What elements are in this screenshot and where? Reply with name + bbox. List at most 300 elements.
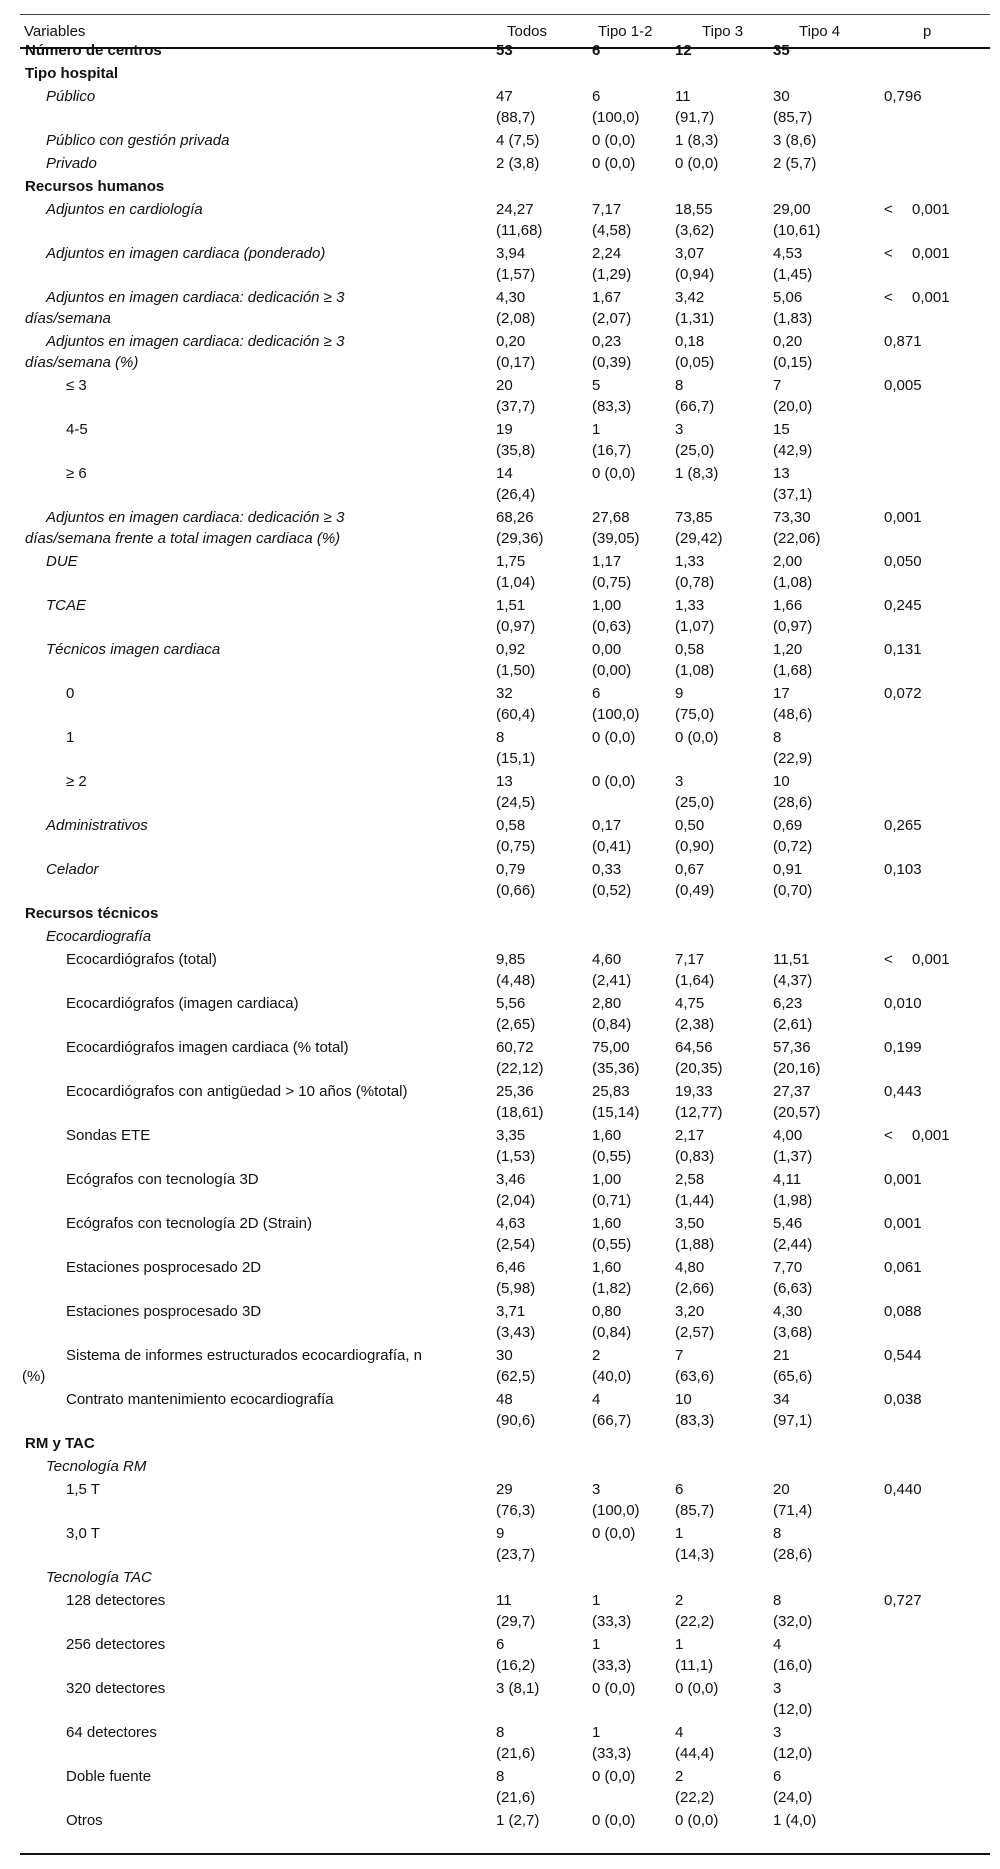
p-less-than: < — [884, 245, 893, 262]
table-cell: 24,27 — [496, 201, 534, 218]
p-number: 0,001 — [912, 245, 950, 262]
table-cell: (26,4) — [496, 486, 536, 503]
row-label: Estaciones posprocesado 3D — [66, 1303, 262, 1320]
table-cell: 5,06 — [773, 289, 803, 306]
row-label: días/semana (%) — [25, 354, 139, 371]
table-cell: 8 — [773, 729, 782, 746]
row-label: TCAE — [46, 597, 87, 614]
row-label: Ecocardiógrafos con antigüedad > 10 años (%total) — [66, 1083, 408, 1100]
p-value: 0,001 — [884, 509, 922, 526]
table-cell: (3,43) — [496, 1324, 536, 1341]
table-row — [0, 1169, 1000, 1213]
table-row — [0, 1456, 1000, 1479]
table-cell: (1,50) — [496, 662, 536, 679]
table-cell: 0 (0,0) — [592, 155, 636, 172]
table-cell: (1,57) — [496, 266, 536, 283]
table-cell: (22,9) — [773, 750, 813, 767]
row-label: Adjuntos en imagen cardiaca: dedicación ≥ 3 — [46, 333, 345, 350]
table-cell: 0,92 — [496, 641, 526, 658]
table-row — [0, 949, 1000, 993]
table-cell: (1,04) — [496, 574, 536, 591]
table-cell: 1 — [675, 1636, 684, 1653]
row-label: DUE — [46, 553, 78, 570]
table-cell: 5 — [592, 377, 601, 394]
row-label: Adjuntos en cardiología — [46, 201, 203, 218]
table-row — [0, 243, 1000, 287]
table-cell: (1,37) — [773, 1148, 813, 1165]
table-cell: 13 — [496, 773, 513, 790]
table-cell: (2,57) — [675, 1324, 715, 1341]
table-cell: (0,49) — [675, 882, 715, 899]
table-cell: (100,0) — [592, 706, 640, 723]
table-cell: (16,7) — [592, 442, 632, 459]
row-label: Otros — [66, 1812, 103, 1829]
table-cell: (85,7) — [773, 109, 813, 126]
table-cell: (0,05) — [675, 354, 715, 371]
table-cell: 27,37 — [773, 1083, 811, 1100]
table-row — [0, 40, 1000, 63]
table-cell: 13 — [773, 465, 790, 482]
table-row — [0, 63, 1000, 86]
table-cell: 6 — [675, 1481, 684, 1498]
table-cell: (0,75) — [592, 574, 632, 591]
table-cell: (1,07) — [675, 618, 715, 635]
table-row — [0, 1523, 1000, 1567]
header-p: p — [923, 23, 932, 40]
table-cell: 0,58 — [496, 817, 526, 834]
row-label: Ecocardiógrafos (imagen cardiaca) — [66, 995, 299, 1012]
table-cell: (20,16) — [773, 1060, 821, 1077]
p-value: 0,001 — [884, 1171, 922, 1188]
table-cell: (1,08) — [675, 662, 715, 679]
table-cell: (100,0) — [592, 1502, 640, 1519]
table-cell: 3 (8,1) — [496, 1680, 540, 1697]
table-cell: (0,78) — [675, 574, 715, 591]
table-cell: (2,44) — [773, 1236, 813, 1253]
table-row — [0, 176, 1000, 199]
table-cell: (20,57) — [773, 1104, 821, 1121]
table-row — [0, 199, 1000, 243]
p-value: 0,038 — [884, 1391, 922, 1408]
table-cell: 75,00 — [592, 1039, 630, 1056]
table-cell: (0,70) — [773, 882, 813, 899]
table-cell: 3 (8,6) — [773, 132, 817, 149]
table-row — [0, 1634, 1000, 1678]
table-cell: (1,88) — [675, 1236, 715, 1253]
row-label: ≥ 6 — [66, 465, 87, 482]
row-label: Ecógrafos con tecnología 2D (Strain) — [66, 1215, 312, 1232]
table-cell: 1,60 — [592, 1127, 622, 1144]
table-row — [0, 595, 1000, 639]
table-cell: 48 — [496, 1391, 513, 1408]
table-cell: 7,70 — [773, 1259, 803, 1276]
table-cell: 29,00 — [773, 201, 811, 218]
table-cell: 0,50 — [675, 817, 705, 834]
table-cell: (0,66) — [496, 882, 536, 899]
p-value: 0,443 — [884, 1083, 922, 1100]
table-cell: 3,42 — [675, 289, 705, 306]
p-value: 0,544 — [884, 1347, 922, 1364]
table-cell: (1,08) — [773, 574, 813, 591]
table-cell: 1 (2,7) — [496, 1812, 540, 1829]
table-cell: 17 — [773, 685, 790, 702]
table-cell: (3,62) — [675, 222, 715, 239]
p-value — [884, 949, 950, 970]
table-cell: 4,60 — [592, 951, 622, 968]
table-cell: 6,46 — [496, 1259, 526, 1276]
table-cell: 1 (8,3) — [675, 132, 719, 149]
table-cell: 10 — [773, 773, 790, 790]
table-cell: 1,67 — [592, 289, 622, 306]
table-cell: 21 — [773, 1347, 790, 1364]
row-label: Número de centros — [25, 42, 162, 59]
table-row — [0, 551, 1000, 595]
row-label: 3,0 T — [66, 1525, 100, 1542]
p-value: 0,440 — [884, 1481, 922, 1498]
table-row — [0, 1081, 1000, 1125]
table-cell: 9 — [496, 1525, 505, 1542]
table-cell: (3,68) — [773, 1324, 813, 1341]
table-cell: (0,15) — [773, 354, 813, 371]
table-cell: 2 — [592, 1347, 601, 1364]
table-cell: 47 — [496, 88, 513, 105]
table-row — [0, 1479, 1000, 1523]
row-label: 320 detectores — [66, 1680, 166, 1697]
row-label: Tipo hospital — [25, 65, 119, 82]
table-cell: (10,61) — [773, 222, 821, 239]
table-cell: (35,36) — [592, 1060, 640, 1077]
table-cell: (22,06) — [773, 530, 821, 547]
table-cell: (2,54) — [496, 1236, 536, 1253]
table-cell: 3,46 — [496, 1171, 526, 1188]
table-cell: (0,52) — [592, 882, 632, 899]
table-cell: (37,7) — [496, 398, 536, 415]
table-cell: (0,55) — [592, 1148, 632, 1165]
p-number: 0,001 — [912, 289, 950, 306]
table-cell: 0,91 — [773, 861, 803, 878]
table-cell: (83,3) — [675, 1412, 715, 1429]
table-row — [0, 859, 1000, 903]
p-value: 0,050 — [884, 553, 922, 570]
table-row — [0, 993, 1000, 1037]
table-cell: (1,98) — [773, 1192, 813, 1209]
table-cell: 1 — [592, 1592, 601, 1609]
row-label: Público — [46, 88, 96, 105]
header-tipo-3: Tipo 3 — [702, 23, 744, 40]
table-cell: 73,30 — [773, 509, 811, 526]
table-cell: (63,6) — [675, 1368, 715, 1385]
table-cell: (11,1) — [675, 1657, 714, 1674]
table-cell: 8 — [675, 377, 684, 394]
table-cell: 0,67 — [675, 861, 705, 878]
table-cell: 2,58 — [675, 1171, 705, 1188]
header-tipo-4: Tipo 4 — [799, 23, 841, 40]
table-cell: (33,3) — [592, 1657, 632, 1674]
table-cell: (85,7) — [675, 1502, 715, 1519]
table-row — [0, 1345, 1000, 1389]
table-cell: (18,61) — [496, 1104, 544, 1121]
table-cell: 29 — [496, 1481, 513, 1498]
table-cell: 12 — [675, 42, 692, 59]
row-label: Estaciones posprocesado 2D — [66, 1259, 262, 1276]
row-label: 256 detectores — [66, 1636, 166, 1653]
table-cell: 8 — [773, 1525, 782, 1542]
table-cell: 4 (7,5) — [496, 132, 540, 149]
table-cell: (90,6) — [496, 1412, 536, 1429]
table-cell: 4,30 — [496, 289, 526, 306]
table-cell: 4,53 — [773, 245, 803, 262]
table-cell: (5,98) — [496, 1280, 536, 1297]
table-cell: (24,5) — [496, 794, 536, 811]
table-cell: (29,42) — [675, 530, 723, 547]
table-cell: 3,50 — [675, 1215, 705, 1232]
table-cell: 6 — [592, 685, 601, 702]
p-number: 0,001 — [912, 1127, 950, 1144]
table-cell: 0,80 — [592, 1303, 622, 1320]
table-cell: (1,44) — [675, 1192, 715, 1209]
table-cell: 0 (0,0) — [592, 1680, 636, 1697]
table-cell: 10 — [675, 1391, 692, 1408]
p-value — [884, 243, 950, 264]
table-cell: (1,31) — [675, 310, 715, 327]
table-cell: 73,85 — [675, 509, 713, 526]
table-cell: (48,6) — [773, 706, 813, 723]
table-cell: 5,46 — [773, 1215, 803, 1232]
row-label: Público con gestión privada — [46, 132, 230, 149]
row-label: RM y TAC — [25, 1435, 95, 1452]
table-cell: 1,00 — [592, 597, 622, 614]
table-row — [0, 1257, 1000, 1301]
table-cell: (0,75) — [496, 838, 536, 855]
table-cell: 4,00 — [773, 1127, 803, 1144]
table-bottom-rule — [20, 1853, 990, 1855]
table-cell: (0,90) — [675, 838, 715, 855]
table-cell: 1,33 — [675, 553, 705, 570]
p-value — [884, 287, 950, 308]
table-cell: (0,55) — [592, 1236, 632, 1253]
table-cell: (35,8) — [496, 442, 536, 459]
p-value: 0,088 — [884, 1303, 922, 1320]
header-tipo-1-2: Tipo 1-2 — [598, 23, 653, 40]
table-cell: 3 — [592, 1481, 601, 1498]
table-cell: (0,97) — [773, 618, 813, 635]
table-cell: (16,0) — [773, 1657, 813, 1674]
table-cell: (29,36) — [496, 530, 544, 547]
table-row — [0, 287, 1000, 331]
table-cell: (2,08) — [496, 310, 536, 327]
table-cell: 7,17 — [592, 201, 622, 218]
table-cell: 1 — [592, 421, 601, 438]
table-cell: 1 (8,3) — [675, 465, 719, 482]
table-cell: (62,5) — [496, 1368, 536, 1385]
table-cell: (12,0) — [773, 1701, 813, 1718]
table-cell: 25,83 — [592, 1083, 630, 1100]
row-label: Doble fuente — [66, 1768, 152, 1785]
table-cell: (12,77) — [675, 1104, 723, 1121]
table-cell: (4,48) — [496, 972, 536, 989]
table-cell: (0,39) — [592, 354, 632, 371]
table-cell: (4,37) — [773, 972, 813, 989]
table-cell: (42,9) — [773, 442, 813, 459]
table-cell: (1,82) — [592, 1280, 632, 1297]
table-cell: 19 — [496, 421, 513, 438]
p-less-than: < — [884, 951, 893, 968]
table-row — [0, 375, 1000, 419]
table-cell: (15,14) — [592, 1104, 640, 1121]
table-cell: 1 — [592, 1724, 601, 1741]
table-cell: 3,35 — [496, 1127, 526, 1144]
row-label: ≤ 3 — [66, 377, 87, 394]
table-cell: (75,0) — [675, 706, 715, 723]
table-row — [0, 727, 1000, 771]
table-row — [0, 815, 1000, 859]
table-cell: 2,24 — [592, 245, 622, 262]
table-cell: 0,18 — [675, 333, 705, 350]
table-cell: (28,6) — [773, 1546, 813, 1563]
row-label: días/semana — [25, 310, 111, 327]
table-row — [0, 926, 1000, 949]
table-cell: (16,2) — [496, 1657, 536, 1674]
table-cell: (32,0) — [773, 1613, 813, 1630]
table-cell: 0,69 — [773, 817, 803, 834]
p-number: 0,001 — [912, 951, 950, 968]
table-cell: 30 — [496, 1347, 513, 1364]
table-cell: (1,45) — [773, 266, 813, 283]
table-cell: 2 — [675, 1592, 684, 1609]
table-row — [0, 1722, 1000, 1766]
table-cell: 0 (0,0) — [592, 1768, 636, 1785]
table-row — [0, 1810, 1000, 1833]
row-label: ≥ 2 — [66, 773, 87, 790]
table-cell: 20 — [773, 1481, 790, 1498]
row-label: 4-5 — [66, 421, 88, 438]
p-value: 0,199 — [884, 1039, 922, 1056]
table-cell: 64,56 — [675, 1039, 713, 1056]
table-cell: (12,0) — [773, 1745, 813, 1762]
table-cell: 9 — [675, 685, 684, 702]
table-cell: (83,3) — [592, 398, 632, 415]
table-cell: 1,51 — [496, 597, 526, 614]
table-cell: (0,72) — [773, 838, 813, 855]
table-cell: 2 (5,7) — [773, 155, 817, 172]
p-value — [884, 1125, 950, 1146]
table-cell: (0,83) — [675, 1148, 715, 1165]
row-label: Tecnología TAC — [46, 1569, 152, 1586]
row-label: Ecocardiógrafos imagen cardiaca (% total) — [66, 1039, 349, 1056]
table-row — [0, 86, 1000, 130]
table-row — [0, 1301, 1000, 1345]
p-less-than: < — [884, 1127, 893, 1144]
table-cell: 8 — [773, 1592, 782, 1609]
row-label: 1 — [66, 729, 75, 746]
row-label: Ecógrafos con tecnología 3D — [66, 1171, 259, 1188]
table-cell: 11,51 — [773, 951, 810, 968]
table-cell: (0,84) — [592, 1016, 632, 1033]
table-cell: 68,26 — [496, 509, 534, 526]
table-cell: (0,94) — [675, 266, 715, 283]
table-cell: 0 (0,0) — [592, 132, 636, 149]
table-cell: 1,33 — [675, 597, 705, 614]
table-cell: (40,0) — [592, 1368, 632, 1385]
table-cell: 3 — [773, 1724, 782, 1741]
table-cell: (11,68) — [496, 222, 543, 239]
table-cell: 19,33 — [675, 1083, 713, 1100]
table-cell: 3 — [675, 421, 684, 438]
table-row — [0, 1678, 1000, 1722]
row-label: (%) — [22, 1368, 46, 1385]
table-cell: 2,00 — [773, 553, 803, 570]
p-value: 0,871 — [884, 333, 922, 350]
table-cell: 2 — [675, 1768, 684, 1785]
table-cell: 6 — [592, 42, 601, 59]
table-cell: 60,72 — [496, 1039, 534, 1056]
table-cell: 1,75 — [496, 553, 526, 570]
table-cell: (21,6) — [496, 1745, 536, 1762]
table-cell: 30 — [773, 88, 790, 105]
table-cell: (2,07) — [592, 310, 632, 327]
row-label: Sondas ETE — [66, 1127, 151, 1144]
p-value: 0,010 — [884, 995, 922, 1012]
table-cell: (0,41) — [592, 838, 632, 855]
row-label: 1,5 T — [66, 1481, 100, 1498]
table-cell: (22,2) — [675, 1613, 715, 1630]
table-cell: (0,71) — [592, 1192, 632, 1209]
table-row — [0, 419, 1000, 463]
table-cell: (21,6) — [496, 1789, 536, 1806]
table-row — [0, 1567, 1000, 1590]
table-cell: 3 — [675, 773, 684, 790]
table-cell: 20 — [496, 377, 513, 394]
row-label: Tecnología RM — [46, 1458, 147, 1475]
table-row — [0, 1590, 1000, 1634]
table-row — [0, 507, 1000, 551]
row-label: Adjuntos en imagen cardiaca (ponderado) — [46, 245, 326, 262]
table-cell: (0,97) — [496, 618, 536, 635]
table-cell: 14 — [496, 465, 513, 482]
table-cell: (65,6) — [773, 1368, 813, 1385]
table-cell: 7 — [773, 377, 782, 394]
table-row — [0, 903, 1000, 926]
table-cell: 3,94 — [496, 245, 526, 262]
p-less-than: < — [884, 201, 893, 218]
table-cell: 1,17 — [592, 553, 622, 570]
table-cell: 1 — [675, 1525, 684, 1542]
table-cell: (4,58) — [592, 222, 632, 239]
table-cell: 8 — [496, 729, 505, 746]
table-cell: (2,04) — [496, 1192, 536, 1209]
row-label: Recursos técnicos — [25, 905, 159, 922]
table-cell: 0 (0,0) — [592, 773, 636, 790]
table-cell: 2,80 — [592, 995, 622, 1012]
table-row — [0, 130, 1000, 153]
table-cell: 1,60 — [592, 1215, 622, 1232]
table-cell: 0,17 — [592, 817, 622, 834]
row-label: 0 — [66, 685, 75, 702]
table-cell: 0,20 — [773, 333, 803, 350]
table-cell: (20,35) — [675, 1060, 723, 1077]
table-cell: (33,3) — [592, 1745, 632, 1762]
row-label: Adjuntos en imagen cardiaca: dedicación ≥ 3 — [46, 289, 345, 306]
table-cell: 3,71 — [496, 1303, 526, 1320]
table-cell: 4,75 — [675, 995, 705, 1012]
table-cell: 4,11 — [773, 1171, 802, 1188]
table-cell: (60,4) — [496, 706, 536, 723]
table-row — [0, 1037, 1000, 1081]
table-cell: 27,68 — [592, 509, 630, 526]
row-label: Técnicos imagen cardiaca — [46, 641, 221, 658]
table-cell: (2,61) — [773, 1016, 813, 1033]
table-cell: 1 (4,0) — [773, 1812, 817, 1829]
